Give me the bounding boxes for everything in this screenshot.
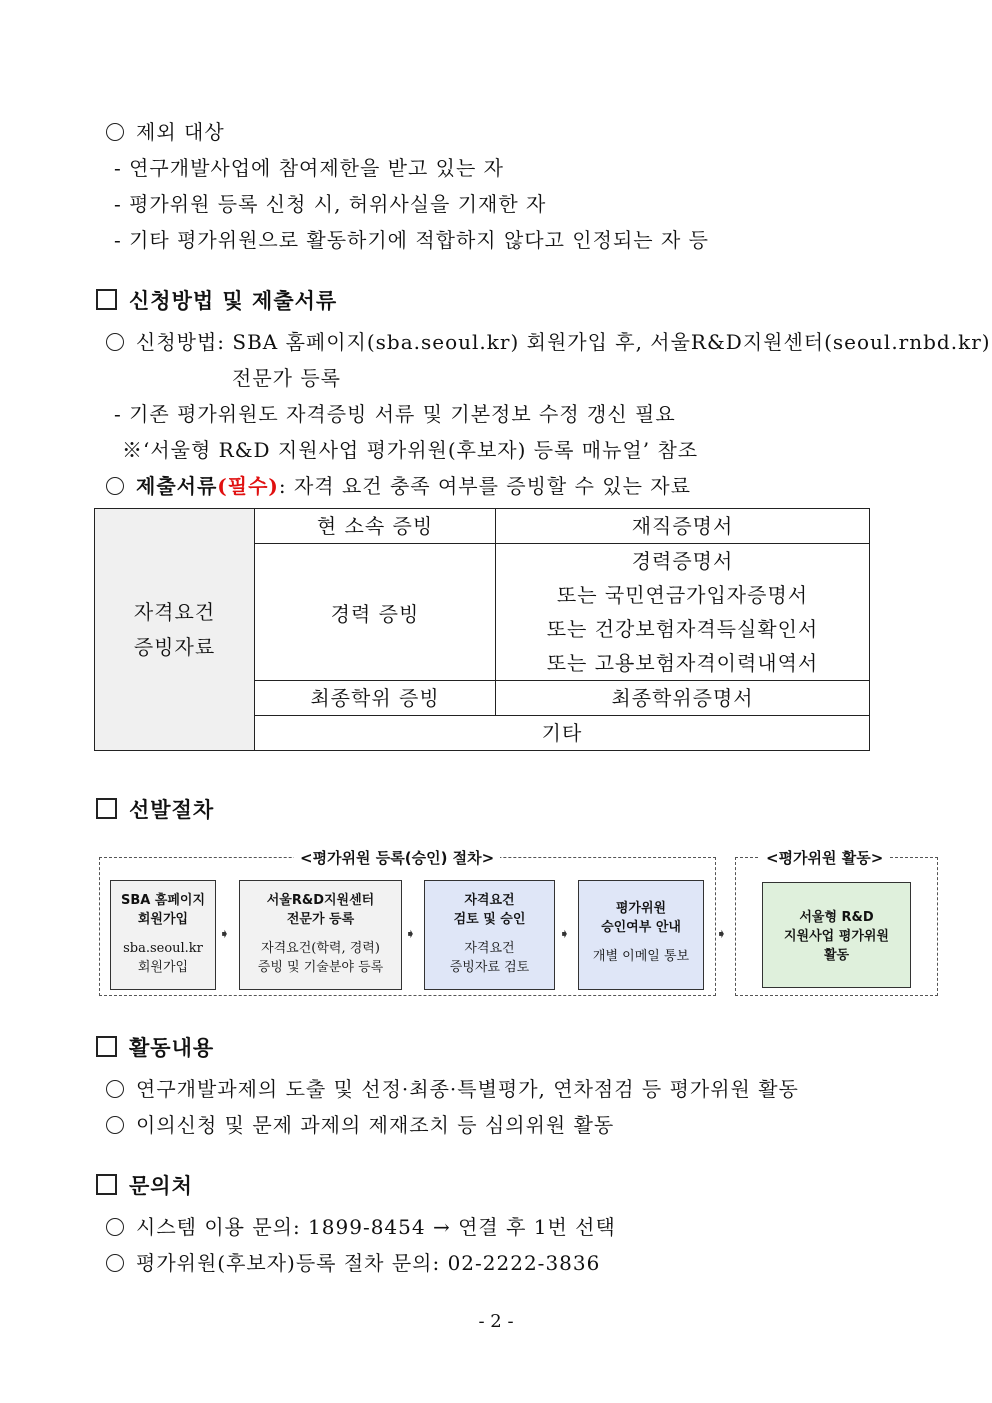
table-cell: 최종학위증명서 [496, 681, 870, 716]
section-heading-apply: 신청방법 및 제출서류 [96, 285, 337, 315]
flow-step: 평가위원 승인여부 안내 개별 이메일 통보 [578, 880, 704, 990]
circle-bullet-icon [106, 1080, 124, 1098]
flow-step: 서울R&D지원센터 전문가 등록 자격요건(학력, 경력) 증빙 및 기술분야 등록 [239, 880, 402, 990]
circle-bullet-icon [106, 1218, 124, 1236]
section-heading-selection: 선발절차 [96, 794, 214, 824]
apply-method: 신청방법: SBA 홈페이지(sba.seoul.kr) 회원가입 후, 서울R&D지원센터(seoul.rnbd.kr) [106, 326, 991, 355]
table-cell: 최종학위 증빙 [255, 681, 496, 716]
exclusion-item: - 평가위원 등록 신청 시, 허위사실을 기재한 자 [114, 192, 547, 216]
table-head-cell: 자격요건 증빙자료 [95, 509, 255, 751]
exclusion-title: 제외 대상 [106, 116, 225, 145]
flow-step: 자격요건 검토 및 승인 자격요건 증빙자료 검토 [424, 880, 555, 990]
qualification-table [94, 508, 870, 751]
arrow-right-icon: ➧ [219, 927, 230, 942]
circle-bullet-icon [106, 477, 124, 495]
table-cell: 경력 증빙 [255, 544, 496, 681]
activity-group-title: <평가위원 활동> [760, 847, 889, 868]
circle-bullet-icon [106, 1116, 124, 1134]
page-number: - 2 - [478, 1311, 514, 1332]
table-cell: 기타 [255, 716, 870, 751]
activity-item: 이의신청 및 문제 과제의 제재조치 등 심의위원 활동 [106, 1109, 614, 1138]
table-cell: 현 소속 증빙 [255, 509, 496, 544]
contact-item: 시스템 이용 문의: 1899-8454 → 연결 후 1번 선택 [106, 1211, 616, 1240]
exclusion-item: - 연구개발사업에 참여제한을 받고 있는 자 [114, 156, 504, 180]
arrow-right-icon: ➧ [559, 927, 570, 942]
checkbox-square-icon [96, 1174, 117, 1195]
apply-note: ※‘서울형 R&D 지원사업 평가위원(후보자) 등록 매뉴얼’ 참조 [122, 438, 699, 462]
checkbox-square-icon [96, 1036, 117, 1057]
flow-step-activity: 서울형 R&D 지원사업 평가위원 활동 [762, 882, 911, 988]
activity-item: 연구개발과제의 도출 및 선정·최종·특별평가, 연차점검 등 평가위원 활동 [106, 1073, 799, 1102]
circle-bullet-icon [106, 1254, 124, 1272]
exclusion-item: - 기타 평가위원으로 활동하기에 적합하지 않다고 인정되는 자 등 [114, 228, 709, 252]
table-cell: 경력증명서 또는 국민연금가입자증명서 또는 건강보험자격득실확인서 또는 고용보험자격이력내역서 [496, 544, 870, 681]
arrow-right-icon: ➧ [405, 927, 416, 942]
apply-docs: 제출서류(필수): 자격 요건 충족 여부를 증빙할 수 있는 자료 [106, 470, 691, 499]
contact-item: 평가위원(후보자)등록 절차 문의: 02-2222-3836 [106, 1247, 600, 1276]
section-heading-contact: 문의처 [96, 1170, 193, 1200]
circle-bullet-icon [106, 333, 124, 351]
arrow-right-icon: ➧ [716, 927, 727, 942]
registration-group-title: <평가위원 등록(승인) 절차> [294, 847, 500, 868]
apply-existing: - 기존 평가위원도 자격증빙 서류 및 기본정보 수정 갱신 필요 [114, 402, 676, 426]
table-cell: 재직증명서 [496, 509, 870, 544]
checkbox-square-icon [96, 798, 117, 819]
checkbox-square-icon [96, 289, 117, 310]
flow-step: SBA 홈페이지 회원가입 sba.seoul.kr 회원가입 [110, 880, 216, 990]
apply-method-cont: 전문가 등록 [232, 366, 341, 390]
circle-bullet-icon [106, 123, 124, 141]
section-heading-activities: 활동내용 [96, 1032, 214, 1062]
